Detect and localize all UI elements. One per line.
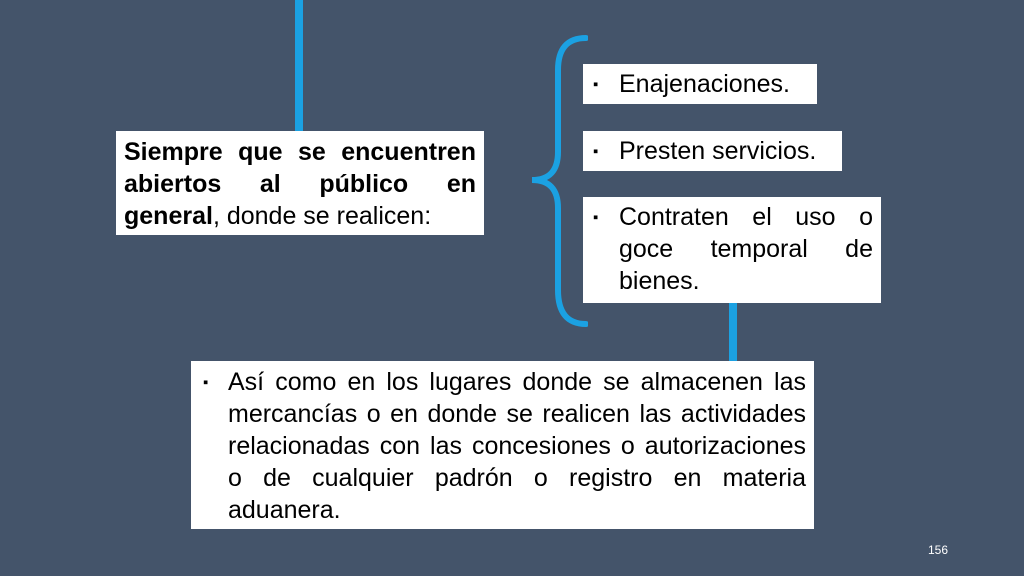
top-connector-line: [295, 0, 303, 132]
curly-brace: [524, 34, 588, 328]
option-text: Enajenaciones.: [619, 70, 790, 98]
main-condition-rest-text: , donde se realicen:: [212, 202, 432, 230]
main-condition-box: [116, 131, 484, 235]
bottom-connector-line: [729, 300, 737, 362]
option-box-enajenaciones: [583, 64, 817, 104]
bullet-icon: ▪: [593, 209, 599, 226]
page-number: 156: [927, 543, 949, 557]
option-box-presten-servicios: [583, 131, 842, 171]
bullet-icon: ▪: [203, 374, 209, 391]
bullet-icon: ▪: [593, 76, 599, 93]
main-condition-bold-text: Siempre que se encuentren abiertos al público en general: [124, 138, 476, 230]
option-text: Presten servicios.: [619, 137, 817, 165]
option-box-contraten: [583, 197, 881, 303]
option-text: Contraten el uso o goce temporal de bienes.: [619, 203, 873, 295]
bullet-icon: ▪: [593, 143, 599, 160]
bottom-condition-box: [191, 361, 814, 529]
bottom-condition-text: Así como en los lugares donde se almacenen las mercancías o en donde se realicen las actividades relacionadas con las concesiones o autorizaciones o de cualquier padrón o registro en materia aduanera.: [228, 368, 806, 524]
